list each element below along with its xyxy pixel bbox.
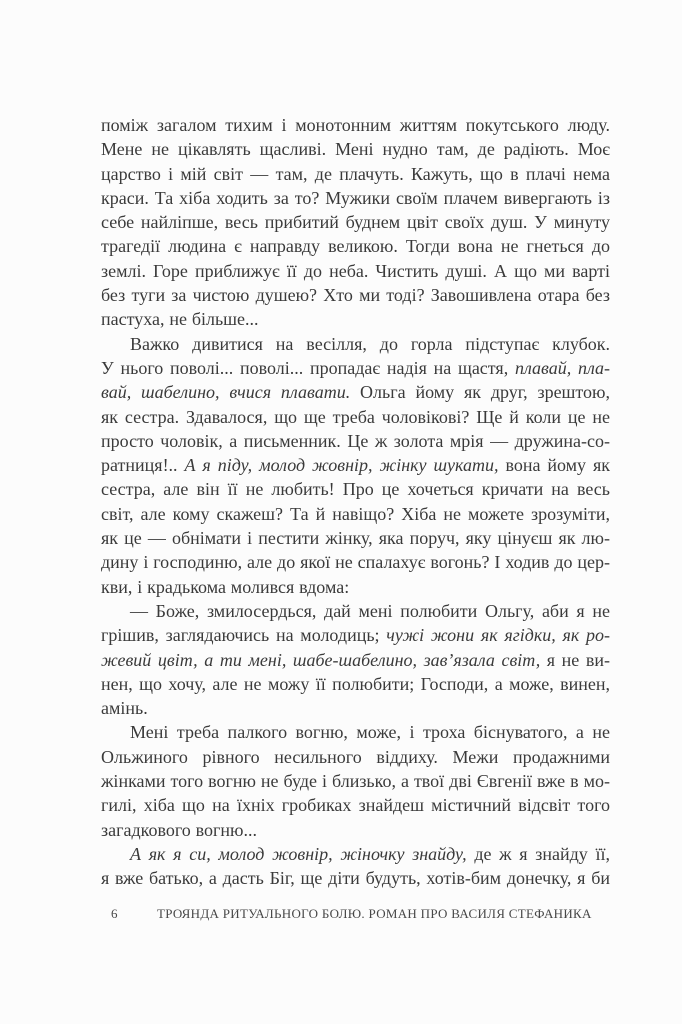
text-line [101,356,610,380]
text-segment: царство і мій світ — там, де плачуть. Кажуть, що в плачі нема [101,163,610,184]
text-segment: загадкового вогню... [101,819,257,840]
text-segment: сестра, але він її не любить! Про це хочеться кричати на весь [101,479,610,500]
text-segment: без туги за чистою душею? Хто ми тоді? Завошивлена отара без [101,285,610,306]
text-line [101,429,610,453]
text-segment: Мені треба палкого вогню, може, і троха біснуватого, а не [130,722,610,743]
text-segment: трагедії людина є направду великою. Тогди вона не гнеться до [101,236,610,257]
italic-text-segment: вай, шабелино, вчися плавати. [101,382,351,403]
italic-text-segment: плавай, пла- [514,357,611,378]
italic-text-segment: А я піду, молод жовнір, жінку шукати, [184,455,499,476]
text-line [101,332,610,356]
text-segment: Важко дивитися на весілля, до горла підступає клубок. [130,333,610,354]
text-line [101,307,610,331]
text-segment: вона йому як [498,455,610,476]
text-line [101,696,610,720]
text-segment: нен, що хочу, але не можу її полюбити; Господи, а може, винен, [101,673,610,694]
paragraph [101,599,610,720]
text-segment: гилі, хіба що на їхніх гробиках знайдеш містичний відсвіт того [101,795,610,816]
text-line [101,769,610,793]
text-segment: світ, але кому скажеш? Та й навіщо? Хіба не можете зрозуміти, [101,503,610,524]
text-segment: Мене не цікавлять щасливі. Мені нудно там, де радіють. Моє [101,139,610,160]
paragraph [101,113,610,332]
text-line [101,502,610,526]
text-line [101,550,610,574]
running-title: ТРОЯНДА РИТУАЛЬНОГО БОЛЮ. РОМАН ПРО ВАСИЛЯ СТЕФАНИКА [157,906,592,921]
text-line [101,477,610,501]
text-line [101,453,610,477]
text-line [101,842,610,866]
text-segment: жінками того вогню не буде і близько, а твої дві Євгенії вже в мо- [101,771,610,792]
italic-text-segment: жевий цвіт, а ти мені, шабе-шабелино, зав’язала світ, [101,649,541,670]
page-number: 6 [111,906,118,921]
text-segment: поміж загалом тихим і монотонним життям покутського люду. [101,115,610,135]
text-segment: — Боже, змилосердься, дай мені полюбити Ольгу, аби я не [130,600,610,621]
text-line [101,866,610,890]
text-line [101,380,610,404]
text-segment: кви, і крадькома молився вдома: [101,576,350,597]
text-line [101,137,610,161]
text-segment: як сестра. Здавалося, що ще треба чоловікові? Ще й коли це не [101,406,610,427]
text-line [101,648,610,672]
paragraph [101,842,610,891]
text-line [101,623,610,647]
text-segment: У нього поволі... поволі... пропадає надія на щастя, [101,357,515,378]
text-segment: ратниця!.. [101,455,185,476]
text-line [101,259,610,283]
text-line [101,575,610,599]
text-line [101,672,610,696]
text-line [101,720,610,744]
text-segment: як це — обнімати і пестити жінку, яка поруч, яку цінуєш як лю- [101,528,610,549]
text-segment: просто чоловік, а письменник. Це ж золота мрія — дружина-со- [101,430,610,451]
text-segment: пастуха, не більше... [101,309,259,330]
text-segment: я вже батько, а дасть Біг, ще діти будуть, хотів-бим донечку, я би [101,868,610,889]
text-line [101,210,610,234]
text-line [101,818,610,842]
text-line [101,113,610,137]
italic-text-segment: чужі жони як ягідки, як ро- [386,625,610,646]
text-segment: краси. Та хіба ходить за то? Мужики своїм плачем вивергають із [101,187,610,208]
text-segment: грішив, заглядаючись на молодиць; [101,625,387,646]
italic-text-segment: А як я си, молод жовнір, жіночку знайду, [130,843,467,864]
text-line [101,162,610,186]
text-segment: я не ви- [540,649,611,670]
text-segment: де ж я знайду її, [466,843,610,864]
paragraph [101,332,610,599]
text-line [101,599,610,623]
text-line [101,405,610,429]
text-line [101,234,610,258]
text-line [101,793,610,817]
text-segment: амінь. [101,698,148,719]
text-line [101,526,610,550]
page-text [101,113,610,891]
page-footer [101,906,610,922]
text-line [101,186,610,210]
text-line [101,283,610,307]
text-line [101,745,610,769]
text-segment: землі. Горе приближує її до неба. Чистить душі. А що ми варті [101,260,610,281]
text-segment: себе найліпше, весь прибитий буднем цвіт своїх душ. У минуту [101,212,610,233]
text-segment: Ольга йому як друг, зрештою, [350,382,610,403]
paragraph [101,720,610,841]
text-segment: дину і господиню, але до якої не спалахує вогонь? І ходив до цер- [101,552,610,573]
text-segment: Ольжиного рівного несильного віддиху. Межи продажними [101,746,610,767]
